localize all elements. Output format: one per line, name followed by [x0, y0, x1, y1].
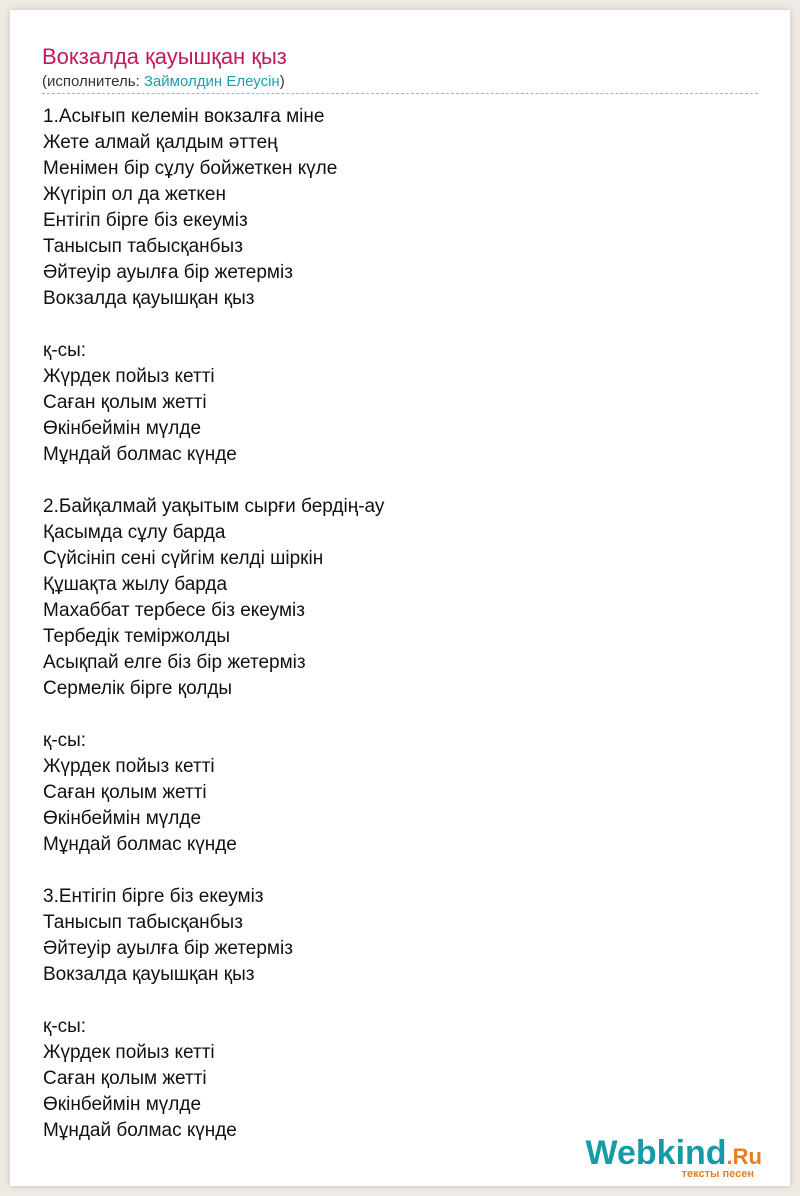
lyrics-sheet [10, 10, 790, 1186]
lyric-line: Жүрдек пойыз кетті [43, 366, 215, 387]
site-logo[interactable] [585, 1134, 763, 1180]
song-subtitle [42, 72, 758, 94]
lyric-line: Сермелік бірге қолды [43, 678, 233, 699]
lyric-line: Саған қолым жетті [43, 782, 207, 803]
lyric-line: Өкінбеймін мүлде [43, 418, 202, 439]
lyric-line: Саған қолым жетті [43, 392, 207, 413]
lyric-line: Махаббат тербесе біз екеуміз [43, 600, 305, 621]
lyric-line: 2.Байқалмай уақытым сырғи бердің-ау [43, 496, 385, 517]
artist-link[interactable]: Займолдин Елеусін [143, 73, 280, 90]
song-title: Вокзалда қауышқан қыз [42, 44, 287, 69]
lyric-line: Асықпай елге біз бір жетерміз [43, 652, 306, 673]
stanza-gap [43, 858, 759, 884]
lyric-line: Мұндай болмас күнде [43, 1120, 237, 1141]
lyric-line: қ-сы: [43, 1016, 87, 1037]
logo-tagline: тексты песен [681, 1168, 754, 1180]
lyric-line: Өкінбеймін мүлде [43, 808, 202, 829]
lyric-line: Әйтеуір ауылға бір жетерміз [43, 938, 293, 959]
lyrics-body [43, 104, 759, 1144]
lyric-line: Менімен бір сұлу бойжеткен күле [43, 158, 338, 179]
lyric-line: Қасымда сұлу барда [43, 522, 226, 543]
lyric-line: Әйтеуір ауылға бір жетерміз [43, 262, 293, 283]
lyric-line: Танысып табысқанбыз [43, 912, 243, 933]
lyric-line: Сүйсініп сені сүйгім келді шіркін [43, 548, 324, 569]
logo-domain-suffix: .Ru [726, 1144, 762, 1169]
lyric-line: қ-сы: [43, 340, 87, 361]
lyric-line: 1.Асығып келемін вокзалға міне [43, 106, 325, 127]
subtitle-suffix: ) [279, 73, 285, 90]
stanza-gap [43, 312, 759, 338]
lyric-line: Өкінбеймін мүлде [43, 1094, 202, 1115]
logo-wordmark: Webkind [585, 1134, 727, 1172]
stanza-gap [43, 702, 759, 728]
lyric-line: Жүрдек пойыз кетті [43, 1042, 215, 1063]
lyric-line: Мұндай болмас күнде [43, 444, 237, 465]
lyric-line: Жете алмай қалдым әттең [43, 132, 278, 153]
lyric-line: 3.Ентігіп бірге біз екеуміз [43, 886, 264, 907]
lyric-line: Танысып табысқанбыз [43, 236, 243, 257]
subtitle-prefix: (исполнитель: [42, 73, 144, 90]
lyric-line: Вокзалда қауышқан қыз [43, 964, 255, 985]
stanza-gap [43, 468, 759, 494]
lyric-line: Жүрдек пойыз кетті [43, 756, 215, 777]
lyric-line: Тербедік теміржолды [43, 626, 230, 647]
lyric-line: Саған қолым жетті [43, 1068, 207, 1089]
lyric-line: қ-сы: [43, 730, 87, 751]
lyric-line: Жүгіріп ол да жеткен [43, 184, 226, 205]
lyric-line: Құшақта жылу барда [43, 574, 228, 595]
lyric-line: Ентігіп бірге біз екеуміз [43, 210, 248, 231]
lyric-line: Вокзалда қауышқан қыз [43, 288, 255, 309]
song-header [42, 42, 758, 94]
lyric-line: Мұндай болмас күнде [43, 834, 237, 855]
stanza-gap [43, 988, 759, 1014]
